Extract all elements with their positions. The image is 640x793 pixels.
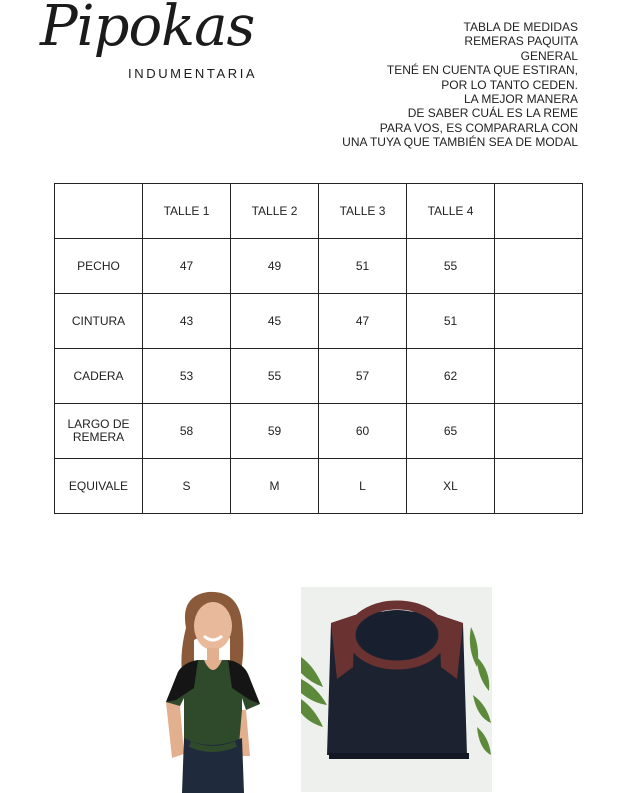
table-cell: 43 <box>143 294 231 349</box>
table-cell <box>495 459 583 514</box>
row-label: LARGO DE REMERA <box>55 404 143 459</box>
row-label: PECHO <box>55 239 143 294</box>
brand-name: Pipokas <box>40 0 255 59</box>
table-header-cell: TALLE 1 <box>143 184 231 239</box>
note-line: UNA TUYA QUE TAMBIÉN SEA DE MODAL <box>342 135 578 150</box>
shirt-photo <box>301 587 492 792</box>
table-cell <box>495 349 583 404</box>
table-cell: 62 <box>407 349 495 404</box>
brand-tagline: INDUMENTARIA <box>128 66 258 81</box>
table-header-cell: TALLE 4 <box>407 184 495 239</box>
note-line: TABLA DE MEDIDAS <box>463 20 578 34</box>
note-line: REMERAS PAQUITA <box>464 34 578 49</box>
table-header-cell <box>55 184 143 239</box>
table-cell: 60 <box>319 404 407 459</box>
table-cell: L <box>319 459 407 514</box>
table-cell: 53 <box>143 349 231 404</box>
table-cell: 47 <box>319 294 407 349</box>
table-cell <box>495 404 583 459</box>
table-cell: 59 <box>231 404 319 459</box>
note-line: LA MEJOR MANERA <box>463 92 578 107</box>
table-cell: 49 <box>231 239 319 294</box>
table-cell: M <box>231 459 319 514</box>
table-cell: 58 <box>143 404 231 459</box>
table-cell: 51 <box>319 239 407 294</box>
table-row <box>55 239 583 294</box>
size-table <box>54 183 583 514</box>
table-cell: 57 <box>319 349 407 404</box>
table-row <box>55 294 583 349</box>
size-guide-note <box>278 20 578 150</box>
table-header-cell <box>495 184 583 239</box>
row-label: CADERA <box>55 349 143 404</box>
table-cell: 65 <box>407 404 495 459</box>
table-header-cell: TALLE 2 <box>231 184 319 239</box>
table-row <box>55 404 583 459</box>
note-line: PARA VOS, ES COMPARARLA CON <box>379 120 578 135</box>
table-cell: 47 <box>143 239 231 294</box>
table-row <box>55 349 583 404</box>
model-photo <box>150 588 275 793</box>
table-header-cell: TALLE 3 <box>319 184 407 239</box>
table-row <box>55 459 583 514</box>
note-line: TENÉ EN CUENTA QUE ESTIRAN, <box>386 63 578 78</box>
note-line: DE SABER CUÁL ES LA REME <box>407 106 578 121</box>
brand-logo <box>40 2 280 82</box>
table-cell: S <box>143 459 231 514</box>
note-line: POR LO TANTO CEDEN. <box>441 77 578 92</box>
size-table-body <box>55 184 583 514</box>
row-label: EQUIVALE <box>55 459 143 514</box>
table-cell: XL <box>407 459 495 514</box>
table-cell <box>495 294 583 349</box>
row-label: CINTURA <box>55 294 143 349</box>
table-cell: 45 <box>231 294 319 349</box>
table-cell: 55 <box>231 349 319 404</box>
note-line: GENERAL <box>520 48 578 63</box>
table-cell: 55 <box>407 239 495 294</box>
table-cell <box>495 239 583 294</box>
table-cell: 51 <box>407 294 495 349</box>
table-header-row <box>55 184 583 239</box>
